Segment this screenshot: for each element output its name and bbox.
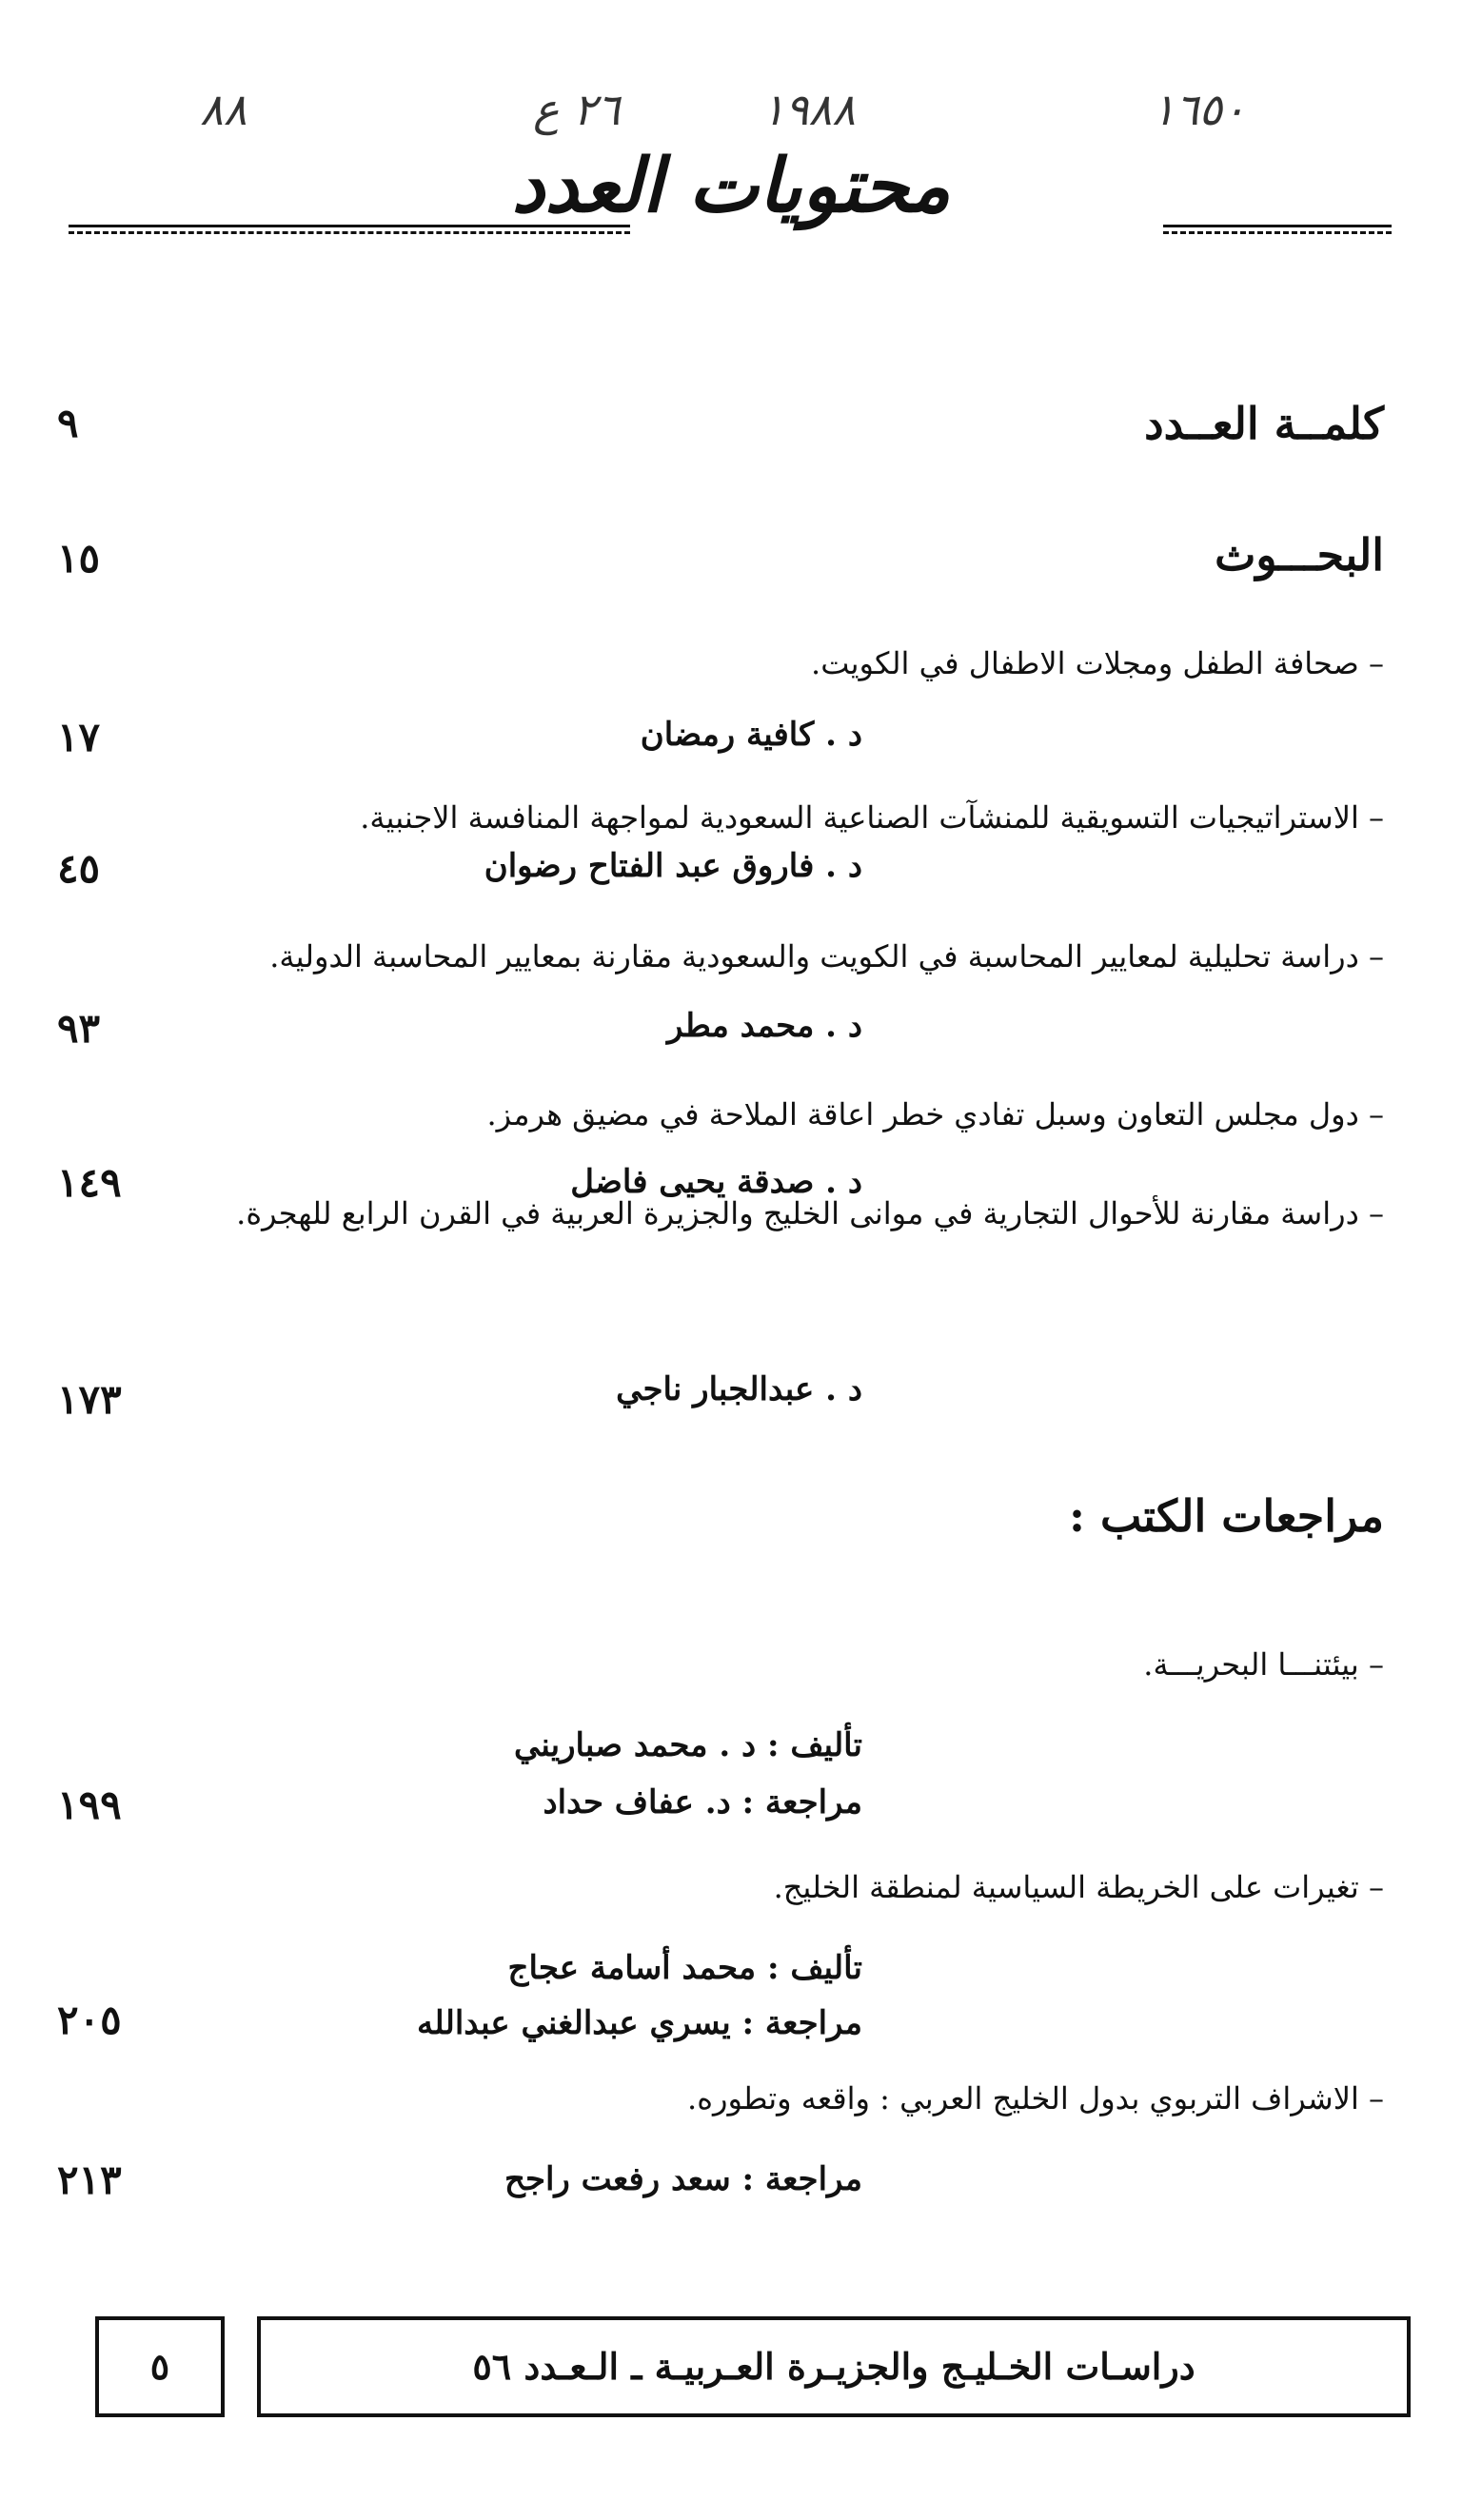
research-page: ١٥	[57, 535, 101, 581]
handwritten-note-number: ١٦٥٠	[1152, 84, 1246, 135]
article-page: ٩٣	[57, 1005, 101, 1052]
review-page: ٢١٣	[57, 2156, 122, 2203]
footer-journal-box: دراسـات الخـليـج والجزيـرة العـربيـة ـ الـعـدد ٥٦	[257, 2316, 1411, 2417]
article-page: ١٧	[57, 714, 101, 760]
editorial-heading: كلمــة العــدد	[1144, 398, 1384, 449]
article-author: د . كافية رمضان	[640, 716, 862, 754]
article-title: – دراسة مقارنة للأحوال التجارية في موانى الخليج والجزيرة العربية في القرن الرابع للهجرة.	[236, 1195, 1384, 1231]
handwritten-note-left: ٨٨	[200, 84, 247, 135]
review-page: ١٩٩	[57, 1782, 122, 1828]
review-author: تأليف : د . محمد صباريني	[514, 1726, 862, 1764]
article-author: د . عبدالجبار ناجي	[616, 1370, 862, 1408]
article-page: ١٤٩	[57, 1159, 122, 1206]
editorial-page: ٩	[57, 400, 79, 446]
review-title: – الاشراف التربوي بدول الخليج العربي : واقعه وتطوره.	[687, 2080, 1384, 2116]
handwritten-note-issue: ٢٦ ع	[533, 84, 621, 135]
article-title: – الاستراتيجيات التسويقية للمنشآت الصناعية السعودية لمواجهة المنافسة الاجنبية.	[360, 799, 1384, 836]
review-title: – بيئتنـــا البحريـــة.	[1143, 1646, 1384, 1683]
page-title: محتويات العدد	[511, 143, 951, 229]
review-page: ٢٠٥	[57, 1997, 122, 2043]
review-reviewer: مراجعة : يسري عبدالغني عبدالله	[416, 2004, 862, 2042]
review-author: تأليف : محمد أسامة عجاج	[507, 1949, 862, 1987]
article-title: – دراسة تحليلية لمعايير المحاسبة في الكويت والسعودية مقارنة بمعايير المحاسبة الدولية.	[269, 938, 1384, 975]
review-reviewer: مراجعة : سعد رفعت راجح	[504, 2160, 862, 2198]
article-page: ١٧٣	[57, 1376, 122, 1423]
header-rule-left	[69, 225, 630, 234]
review-reviewer: مراجعة : د. عفاف حداد	[543, 1783, 862, 1821]
article-author: د . صدقة يحيى فاضل	[570, 1163, 862, 1201]
header-rule-right	[1163, 225, 1392, 234]
review-title: – تغيرات على الخريطة السياسية لمنطقة الخليج.	[773, 1869, 1384, 1905]
article-title: – صحافة الطفل ومجلات الاطفال في الكويت.	[811, 645, 1384, 681]
footer-page-number: ٥	[95, 2316, 225, 2417]
article-author: د . محمد مطر	[666, 1007, 862, 1045]
article-title: – دول مجلس التعاون وسبل تفادي خطر اعاقة الملاحة في مضيق هرمز.	[486, 1096, 1384, 1132]
reviews-heading: مراجعات الكتب :	[1068, 1490, 1384, 1542]
article-page: ٤٥	[57, 845, 101, 892]
article-author: د . فاروق عبد الفتاح رضوان	[484, 847, 862, 885]
handwritten-note-year: ١٩٨٨	[761, 84, 856, 135]
research-heading: البحـــوث	[1215, 529, 1384, 581]
